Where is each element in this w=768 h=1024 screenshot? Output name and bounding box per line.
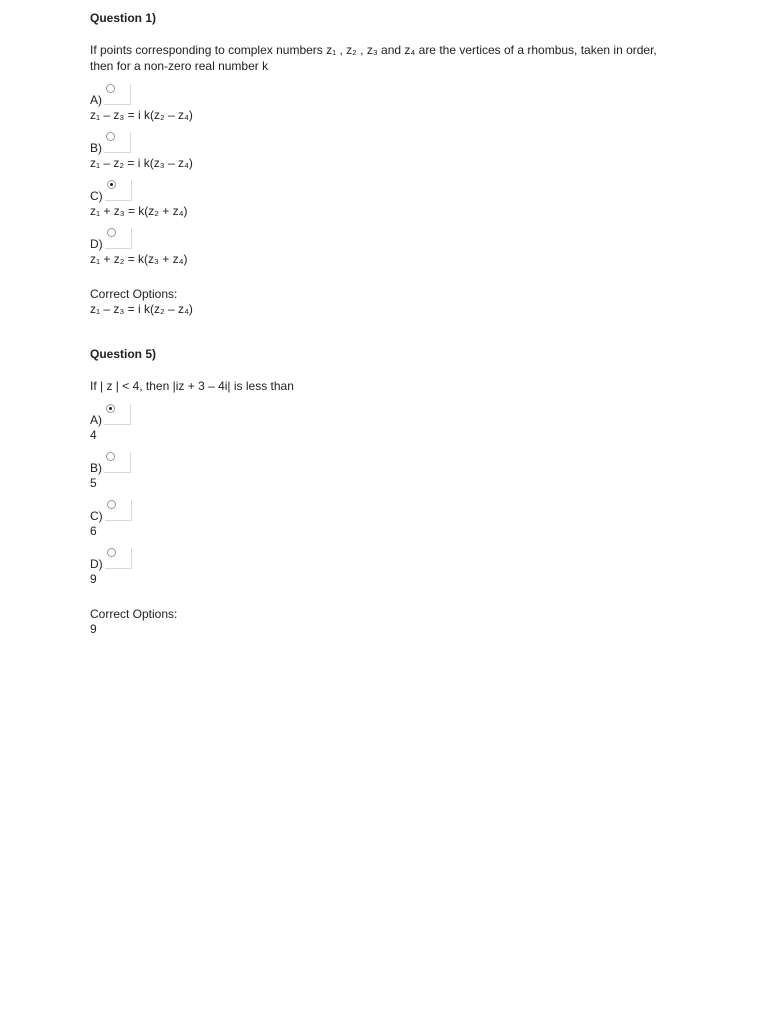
option-c [90, 502, 690, 538]
radio-container [104, 404, 131, 425]
option-value: 5 [90, 476, 97, 490]
option-a-radio[interactable] [106, 404, 115, 413]
option-label: B) [90, 141, 102, 155]
option-label: A) [90, 413, 102, 427]
option-value: 4 [90, 428, 97, 442]
option-d-radio[interactable] [107, 228, 116, 237]
option-a [90, 406, 690, 442]
radio-container [105, 500, 132, 521]
option-d-radio[interactable] [107, 548, 116, 557]
option-value: z₁ – z₂ = i k(z₃ – z₄) [90, 156, 193, 170]
option-label: D) [90, 237, 103, 251]
option-label: C) [90, 509, 103, 523]
radio-container [105, 180, 132, 201]
radio-container [104, 452, 131, 473]
option-value: 9 [90, 572, 97, 586]
option-value: z₁ + z₂ = k(z₃ + z₄) [90, 252, 188, 266]
option-c-radio[interactable] [107, 180, 116, 189]
question-text: If points corresponding to complex numbers z₁ , z₂ , z₃ and z₄ are the vertices of a rhombus, taken in order, then for a non-zero real number k [90, 43, 657, 73]
question-1 [90, 10, 690, 316]
option-d [90, 230, 690, 266]
radio-container [105, 548, 132, 569]
option-value: 6 [90, 524, 97, 538]
correct-options-value: 9 [90, 622, 97, 636]
option-b [90, 454, 690, 490]
option-label: D) [90, 557, 103, 571]
question-title: Question 1) [90, 11, 157, 25]
option-c [90, 182, 690, 218]
option-d [90, 550, 690, 586]
radio-container [105, 228, 132, 249]
option-b-radio[interactable] [106, 452, 115, 461]
question-text: If | z | < 4, then |iz + 3 – 4i| is less than [90, 379, 294, 393]
radio-container [104, 132, 131, 153]
option-a-radio[interactable] [106, 84, 115, 93]
question-5 [90, 346, 690, 636]
question-title: Question 5) [90, 347, 157, 361]
radio-container [104, 84, 131, 105]
correct-options-label: Correct Options: [90, 287, 178, 301]
option-value: z₁ + z₃ = k(z₂ + z₄) [90, 204, 188, 218]
option-label: C) [90, 189, 103, 203]
option-c-radio[interactable] [107, 500, 116, 509]
option-value: z₁ – z₃ = i k(z₂ – z₄) [90, 108, 193, 122]
option-b [90, 134, 690, 170]
correct-options-value: z₁ – z₃ = i k(z₂ – z₄) [90, 302, 193, 316]
option-b-radio[interactable] [106, 132, 115, 141]
option-label: B) [90, 461, 102, 475]
option-a [90, 86, 690, 122]
option-label: A) [90, 93, 102, 107]
correct-options-label: Correct Options: [90, 607, 178, 621]
